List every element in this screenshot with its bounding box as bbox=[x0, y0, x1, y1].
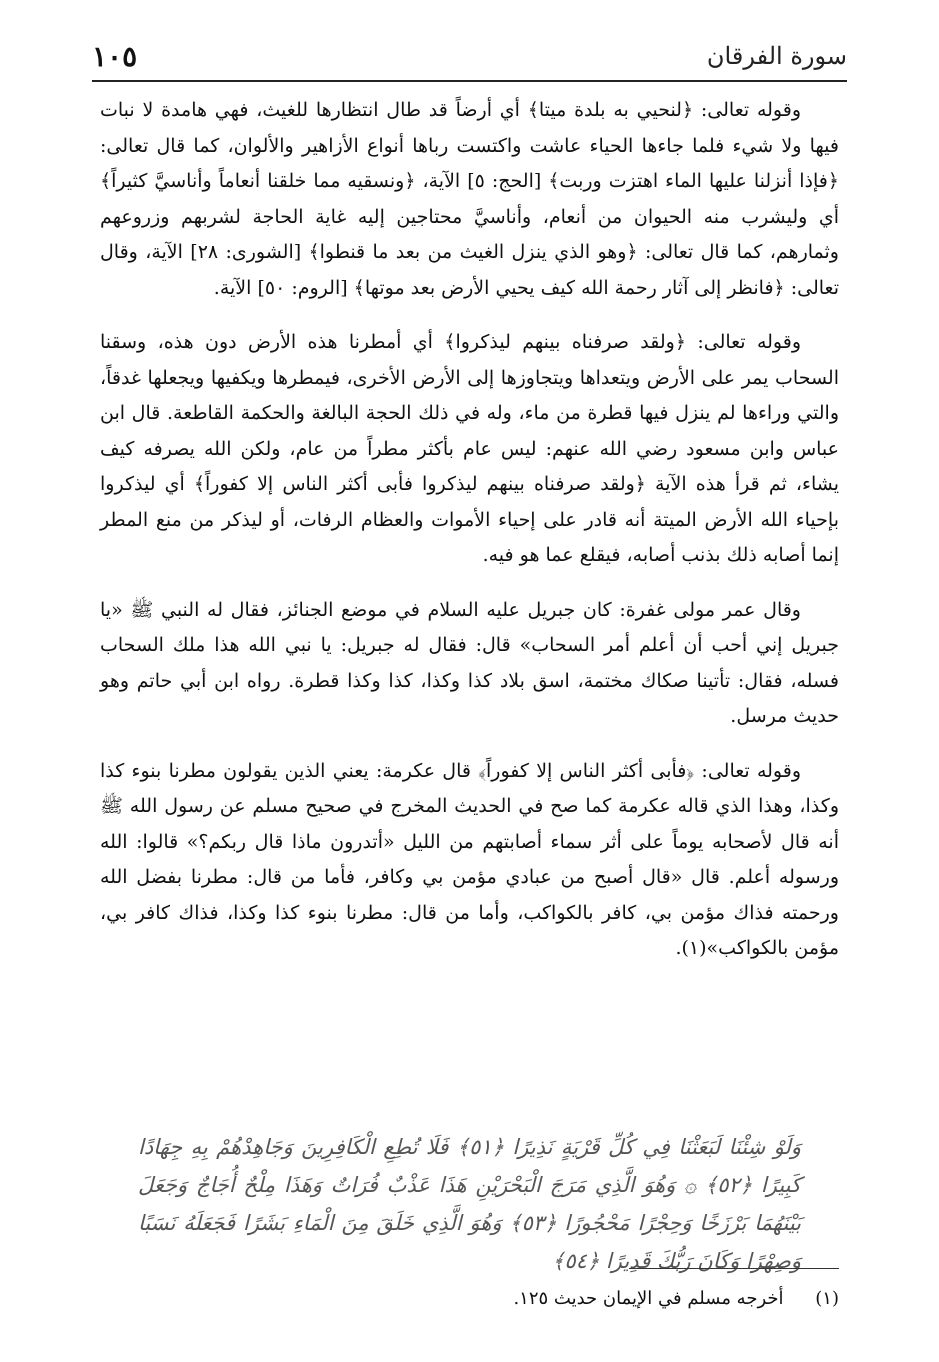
paragraph-distributing-rain: وقوله تعالى: ﴿ولقد صرفناه بينهم ليذكروا﴾ أي أمطرنا هذه الأرض دون هذه، وسقنا السحاب يمر على الأرض ويتعداها ويتجاوزها إلى الأرض الأخرى، فيمطرها ويكفيها ويجعلها غدقاً، والتي وراءها لم ينزل فيها قطرة من ماء، وله في ذلك الحجة البالغة والحكمة القاطعة. قال ابن عباس وابن مسعود رضي الله عنهم: ليس عام بأكثر مطراً من عام، ولكن الله يصرفه كيف يشاء، ثم قرأ هذه الآية ﴿ولقد صرفناه بينهم ليذكروا فأبى أكثر الناس إلا كفوراً﴾ أي ليذكروا بإحياء الله الأرض الميتة أنه قادر على إحياء الأموات والعظام الرفات، أو ليذكر من منع المطر إنما أصابه ذلك بذنب أصابه، فيقلع عما هو فيه. bbox=[100, 331, 839, 566]
paragraph-rain-revival: وقوله تعالى: ﴿لنحيي به بلدة ميتا﴾ أي أرضاً قد طال انتظارها للغيث، فهي هامدة لا نبات فيها ولا شيء فلما جاءها الحياء عاشت واكتست رباها أنواع الأزاهير والألوان، كما قال تعالى: ﴿فإذا أنزلنا عليها الماء اهتزت وربت﴾ [الحج: ٥] الآية، ﴿ونسقيه مما خلقنا أنعاماً وأناسيَّ كثيراً﴾ أي وليشرب منه الحيوان من أنعام، وأناسيَّ محتاجين إليه غاية الحاجة لشربهم وزروعهم وثمارهم، كما قال تعالى: ﴿وهو الذي ينزل الغيث من بعد ما قنطوا﴾ [الشورى: ٢٨] الآية، وقال تعالى: ﴿فانظر إلى آثار رحمة الله كيف يحيي الأرض بعد موتها﴾ [الروم: ٥٠] الآية. bbox=[100, 99, 840, 299]
footnote-number: (١) bbox=[815, 1288, 839, 1309]
quran-verses: وَلَوْ شِئْنَا لَبَعَثْنَا فِي كُلِّ قَرْيَةٍ نَذِيرًا ﴿٥١﴾ فَلَا تُطِعِ الْكَافِرِينَ وَجَاهِدْهُمْ بِهِ جِهَادًا كَبِيرًا ﴿٥٢﴾ ۞ وَهُوَ الَّذِي مَرَجَ الْبَحْرَيْنِ هَذَا عَذْبٌ فُرَاتٌ وَهَذَا مِلْحٌ أُجَاجٌ وَجَعَلَ بَيْنَهُمَا بَرْزَخًا وَحِجْرًا مَحْجُورًا ﴿٥٣﴾ وَهُوَ الَّذِي خَلَقَ مِنَ الْمَاءِ بَشَرًا فَجَعَلَهُ نَسَبًا وَصِهْرًا وَكَانَ رَبُّكَ قَدِيرًا ﴿٥٤﴾ bbox=[138, 1135, 802, 1273]
paragraph-ingratitude: وقوله تعالى: ﴿فأبى أكثر الناس إلا كفوراً﴾ قال عكرمة: يعني الذين يقولون مطرنا بنوء كذا وكذا، وهذا الذي قاله عكرمة كما صح في الحديث المخرج في صحيح مسلم عن رسول الله ﷺ أنه قال لأصحابه يوماً على أثر سماء أصابتهم من الليل «أتدرون ماذا قال ربكم؟» قالوا: الله ورسوله أعلم. قال «قال أصبح من عبادي مؤمن بي وكافر، فأما من قال: مطرنا بفضل الله ورحمته فذاك مؤمن بي، كافر بالكواكب، وأما من قال: مطرنا بنوء كذا وكذا، فذاك كافر بي، مؤمن بالكواكب»(١). bbox=[100, 759, 839, 959]
paragraph-angel-of-clouds: وقال عمر مولى غفرة: كان جبريل عليه السلام في موضع الجنائز، فقال له النبي ﷺ «يا جبريل إني أحب أن أعلم أمر السحاب» قال: فقال له جبريل: يا نبي الله هذا ملك السحاب فسله، فقال: تأتينا صكاك مختمة، اسق بلاد كذا وكذا، كذا وكذا قطرة. رواه ابن أبي حاتم وهو حديث مرسل. bbox=[100, 598, 839, 727]
footnote-text: أخرجه مسلم في الإيمان حديث ١٢٥. bbox=[513, 1288, 784, 1309]
page-number: ١٠٥ bbox=[92, 40, 138, 73]
footnote-divider bbox=[629, 1268, 839, 1269]
footnote bbox=[513, 1288, 839, 1309]
tafsir-body bbox=[100, 93, 839, 986]
header-divider bbox=[92, 80, 847, 82]
surah-title: سورة الفرقان bbox=[706, 42, 847, 70]
page-header bbox=[92, 40, 847, 80]
